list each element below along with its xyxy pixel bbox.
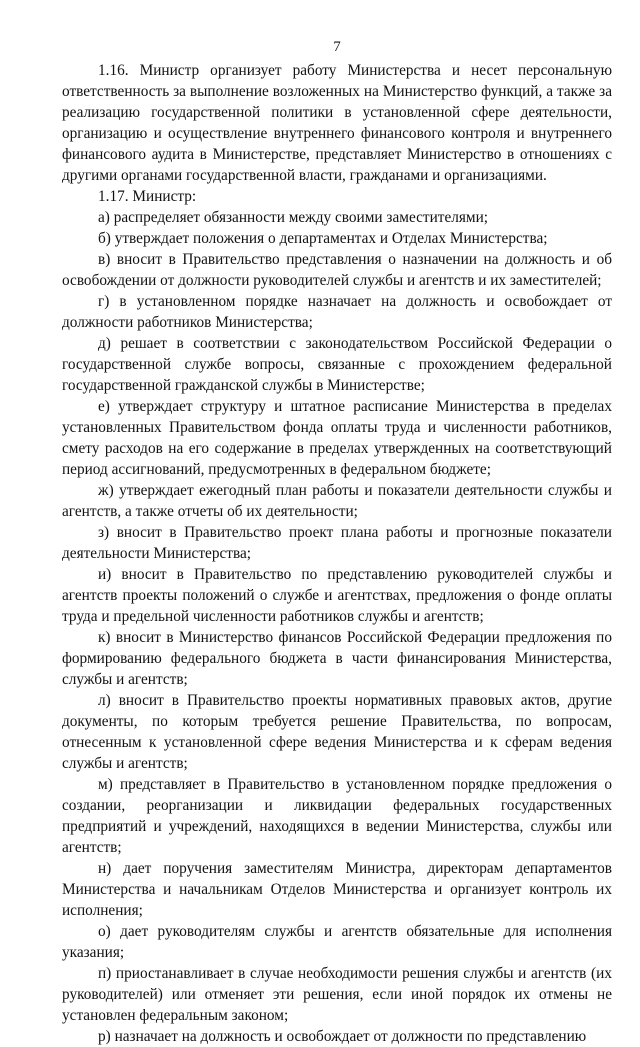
list-item-n: н) дает поручения заместителям Министра, директорам департаментов Министерства и начальникам Отделов Министерства и организует контроль их исполнения; (62, 860, 612, 919)
list-item-k: к) вносит в Министерство финансов Российской Федерации предложения по формированию федерального бюджета в части финансирования Министерства, службы и агентств; (62, 629, 612, 688)
list-item-zh: ж) утверждает ежегодный план работы и показатели деятельности службы и агентств, а также отчеты об их деятельности; (62, 482, 612, 520)
list-item-v: в) вносит в Правительство представления о назначении на должность и об освобождении от должности руководителей службы и агентств и их заместителей; (62, 251, 612, 289)
page-number: 7 (333, 39, 341, 55)
list-item-b: б) утверждает положения о департаментах и Отделах Министерства; (98, 230, 548, 247)
list-item-a: а) распределяет обязанности между своими заместителями; (98, 209, 489, 226)
paragraph-1-17: 1.17. Министр: (98, 188, 197, 205)
list-item-m: м) представляет в Правительство в установленном порядке предложения о создании, реорганизации и ликвидации федеральных государственных предприятий и учреждений, находящихся в ведении Министерства, службы или агентств; (62, 776, 612, 856)
list-item-g: г) в установленном порядке назначает на должность и освобождает от должности работников Министерства; (62, 293, 612, 331)
list-item-e: е) утверждает структуру и штатное расписание Министерства в пределах установленных Правительством фонда оплаты труда и численности работников, смету расходов на его содержание в пределах утвержденных на соответствующий период ассигнований, предусмотренных в федеральном бюджете; (62, 398, 612, 478)
list-item-z: з) вносит в Правительство проект плана работы и прогнозные показатели деятельности Министерства; (62, 524, 612, 562)
list-item-p: п) приостанавливает в случае необходимости решения службы и агентств (их руководителей) или отменяет эти решения, если иной порядок их отмены не установлен федеральным законом; (62, 965, 612, 1024)
list-item-d: д) решает в соответствии с законодательством Российской Федерации о государственной службе вопросы, связанные с прохождением федеральной государственной гражданской службы в Министерстве; (62, 335, 612, 394)
list-item-i: и) вносит в Правительство по представлению руководителей службы и агентств проекты положений о службе и агентствах, предложения о фонде оплаты труда и предельной численности работников службы и агентств; (62, 566, 612, 625)
list-item-o: о) дает руководителям службы и агентств обязательные для исполнения указания; (62, 923, 612, 961)
paragraph-1-16: 1.16. Министр организует работу Министерства и несет персональную ответственность за выполнение возложенных на Министерство функций, а также за реализацию государственной политики в установленной сфере деятельности, организацию и осуществление внутреннего финансового контроля и внутреннего финансового аудита в Министерстве, представляет Министерство в отношениях с другими органами государственной власти, гражданами и организациями. (62, 62, 612, 184)
list-item-r: р) назначает на должность и освобождает от должности по представлению (98, 1028, 587, 1045)
list-item-l: л) вносит в Правительство проекты нормативных правовых актов, другие документы, по которым требуется решение Правительства, по вопросам, отнесенным к установленной сфере ведения Министерства и к сферам ведения службы и агентств; (62, 692, 612, 772)
